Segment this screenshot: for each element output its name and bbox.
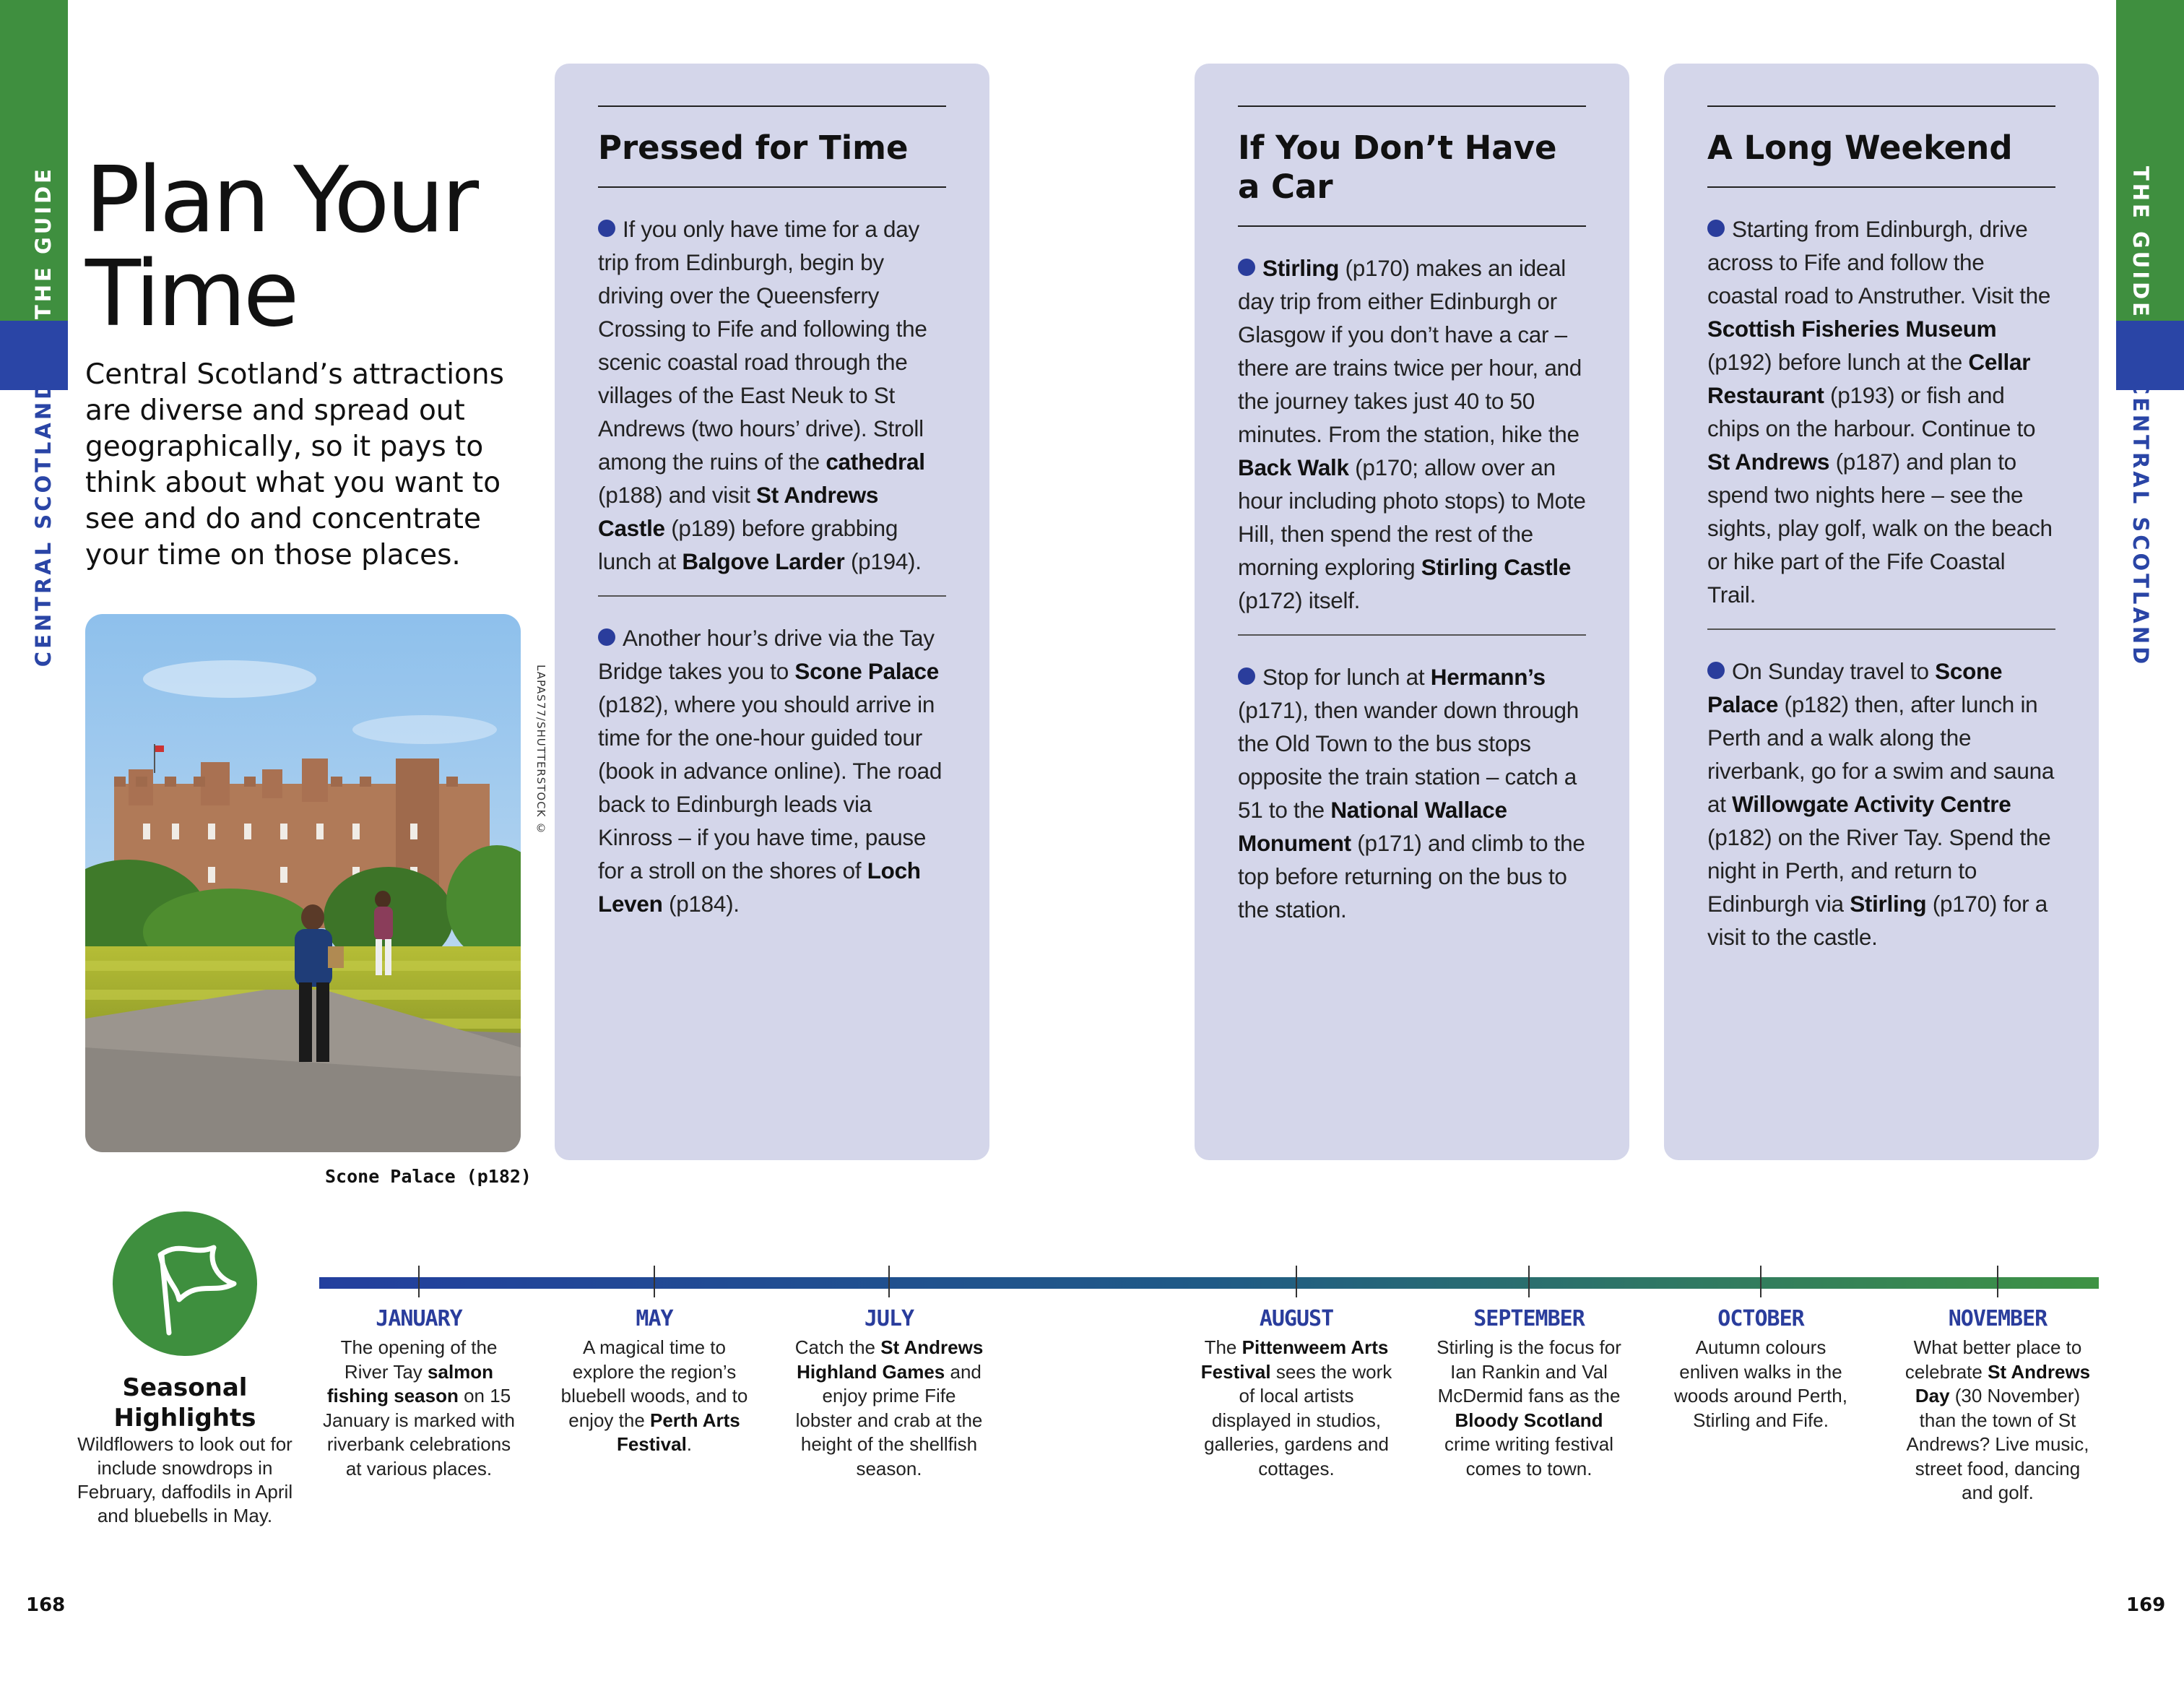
bullet-icon (598, 220, 615, 237)
bold-place-name: St Andrews Castle (598, 482, 879, 541)
timeline-month-text: Catch the St Andrews Highland Games and enjoy prime Fife lobster and crab at the height of the shellfish season. (794, 1336, 984, 1479)
timeline-bar (319, 1277, 2099, 1289)
card-no-car (1195, 64, 1629, 1160)
seasonal-highlights-text: Wildflowers to look out for include snowdrops in February, daffodils in April and bluebells in May. (77, 1433, 293, 1526)
bold-place-name: salmon fishing season (326, 1360, 494, 1406)
card-long-weekend (1664, 64, 2099, 1160)
bullet-icon (598, 628, 615, 646)
card-paragraph: If you only have time for a day trip from Edinburgh, begin by driving over the Queensferry Crossing to Fife and following the scenic coastal road through the villages of the East Neuk to St Andrews (two hours’ drive). Stroll among the ruins of the cathedral (p188) and visit St Andrews Castle (p189) before grabbing lunch at Balgove Larder (p194). (598, 216, 927, 574)
bold-place-name: Scone Palace (1707, 658, 2003, 717)
card-title: A Long Weekend (1707, 105, 2055, 188)
timeline-month-name: SEPTEMBER (1473, 1306, 1585, 1331)
timeline-month-text: The Pittenweem Arts Festival sees the work of local artists displayed in studios, galleries, gardens and cottages. (1200, 1336, 1392, 1479)
bold-place-name: Cellar Restaurant (1707, 349, 2031, 408)
page-number-right: 169 (2126, 1594, 2166, 1616)
bold-place-name: Bloody Scotland (1455, 1409, 1603, 1431)
timeline-month-october (1663, 1306, 1858, 1432)
seasonal-highlights-title: Seasonal Highlights (113, 1373, 256, 1432)
right-tab-guide-label: THE GUIDE (2128, 166, 2153, 319)
timeline-month-text: What better place to celebrate St Andrews Day (30 November) than the town of St Andrews? Live music, street food, dancing and golf. (1904, 1336, 2091, 1503)
timeline-month-text: Stirling is the focus for Ian Rankin and Val McDermid fans as the Bloody Scotland crime writing festival comes to town. (1436, 1336, 1621, 1479)
bold-place-name: Stirling Castle (1421, 554, 1572, 580)
card-paragraph: Stirling (p170) makes an ideal day trip from either Edinburgh or Glasgow if you don’t have a car – there are trains twice per hour, and the journey takes just 40 to 50 minutes. From the station, hike the Back Walk (p170; allow over an hour including photo stops) to Mote Hill, then spend the rest of the morning exploring Stirling Castle (p172) itself. (1238, 255, 1586, 613)
timeline-month-name: JANUARY (376, 1306, 462, 1331)
bold-place-name: St Andrews Day (1915, 1360, 2091, 1406)
page-title-line-2: Time (85, 241, 297, 347)
timeline-tick (1760, 1266, 1762, 1297)
bold-place-name: Hermann’s (1430, 664, 1546, 690)
bold-place-name: Willowgate Activity Centre (1732, 791, 2011, 817)
timeline-tick (1528, 1266, 1530, 1297)
timeline-tick (1997, 1266, 1998, 1297)
bold-place-name: Perth Arts Festival (616, 1409, 740, 1455)
bold-place-name: Balgove Larder (682, 548, 845, 574)
timeline-tick (888, 1266, 890, 1297)
bullet-icon (1238, 667, 1255, 685)
timeline-month-name: NOVEMBER (1948, 1306, 2048, 1331)
timeline-month-text: Autumn colours enliven walks in the woods around Perth, Stirling and Fife. (1674, 1336, 1847, 1431)
card-title: If You Don’t Have a Car (1238, 105, 1586, 227)
flag-icon (113, 1211, 257, 1356)
bold-place-name: St Andrews Highland Games (797, 1336, 984, 1383)
card-paragraph: On Sunday travel to Scone Palace (p182) then, after lunch in Perth and a walk along the riverbank, go for a swim and sauna at Willowgate Activity Centre (p182) on the River Tay. Spend the night in Perth, and return to Edinburgh via Stirling (p170) for a visit to the castle. (1707, 628, 2055, 971)
card-pressed-for-time (555, 64, 989, 1160)
bold-place-name: Pittenweem Arts Festival (1200, 1336, 1389, 1383)
timeline-month-name: JULY (864, 1306, 914, 1331)
timeline-tick (654, 1266, 655, 1297)
left-tab-guide-label: THE GUIDE (31, 166, 56, 319)
timeline-month-text: The opening of the River Tay salmon fishing season on 15 January is marked with riverbank celebrations at various places. (323, 1336, 515, 1479)
timeline-month-name: MAY (636, 1306, 673, 1331)
bold-place-name: St Andrews (1707, 449, 1830, 475)
timeline-tick (1296, 1266, 1297, 1297)
scone-palace-photo (85, 614, 521, 1152)
bullet-icon (1238, 259, 1255, 276)
scone-palace-illustration (85, 614, 521, 1152)
card-paragraph: Stop for lunch at Hermann’s (p171), then wander down through the Old Town to the bus stops opposite the train station – catch a 51 to the National Wallace Monument (p171) and climb to the top before returning on the bus to the station. (1238, 634, 1586, 943)
right-tab-region-label: CENTRAL SCOTLAND (2128, 379, 2153, 667)
bold-place-name: Stirling (1850, 891, 1927, 917)
bold-place-name: Loch Leven (598, 857, 921, 917)
timeline-month-text: A magical time to explore the region’s bluebell woods, and to enjoy the Perth Arts Festival. (560, 1336, 748, 1455)
timeline-month-name: OCTOBER (1717, 1306, 1804, 1331)
bold-place-name: Back Walk (1238, 454, 1349, 480)
page-number-left: 168 (26, 1594, 66, 1616)
bold-place-name: Scottish Fisheries Museum (1707, 316, 1997, 342)
card-paragraph: Starting from Edinburgh, drive across to Fife and follow the coastal road to Anstruther. Visit the Scottish Fisheries Museum (p192) before lunch at the Cellar Restaurant (p193) or fish and chips on the harbour. Continue to St Andrews (p187) and plan to spend two nights here – see the sights, play golf, walk on the beach or hike part of the Fife Coastal Trail. (1707, 216, 2053, 608)
timeline-month-name: AUGUST (1259, 1306, 1334, 1331)
intro-text: Central Scotland’s attractions are diverse and spread out geographically, so it pays to think about what you want to see and do and concentrate your time on those places. (85, 358, 504, 571)
timeline-month-august (1199, 1306, 1394, 1481)
page-title (85, 147, 477, 347)
bold-place-name: National Wallace Monument (1238, 797, 1507, 856)
timeline-month-september (1431, 1306, 1626, 1481)
photo-credit: LAPAS77/SHUTTERSTOCK © (534, 665, 547, 836)
bold-place-name: Stirling (1262, 255, 1340, 281)
timeline-month-july (792, 1306, 987, 1481)
bullet-icon (1707, 662, 1725, 679)
timeline-month-november (1900, 1306, 2095, 1505)
left-tab-region-label: CENTRAL SCOTLAND (31, 379, 56, 667)
bold-place-name: cathedral (826, 449, 925, 475)
timeline-tick (418, 1266, 420, 1297)
seasonal-flag-badge (113, 1211, 257, 1356)
timeline-month-january (321, 1306, 516, 1481)
timeline-month-may (557, 1306, 752, 1457)
card-title: Pressed for Time (598, 105, 946, 188)
bold-place-name: Scone Palace (794, 658, 939, 684)
photo-caption: Scone Palace (p182) (325, 1166, 532, 1187)
card-paragraph: Another hour’s drive via the Tay Bridge takes you to Scone Palace (p182), where you should arrive in time for the one-hour guided tour (book in advance online). The road back to Edinburgh leads via Kinross – if you have time, pause for a stroll on the shores of Loch Leven (p184). (598, 595, 946, 938)
page-title-line-1: Plan Your (85, 147, 477, 253)
bullet-icon (1707, 220, 1725, 237)
